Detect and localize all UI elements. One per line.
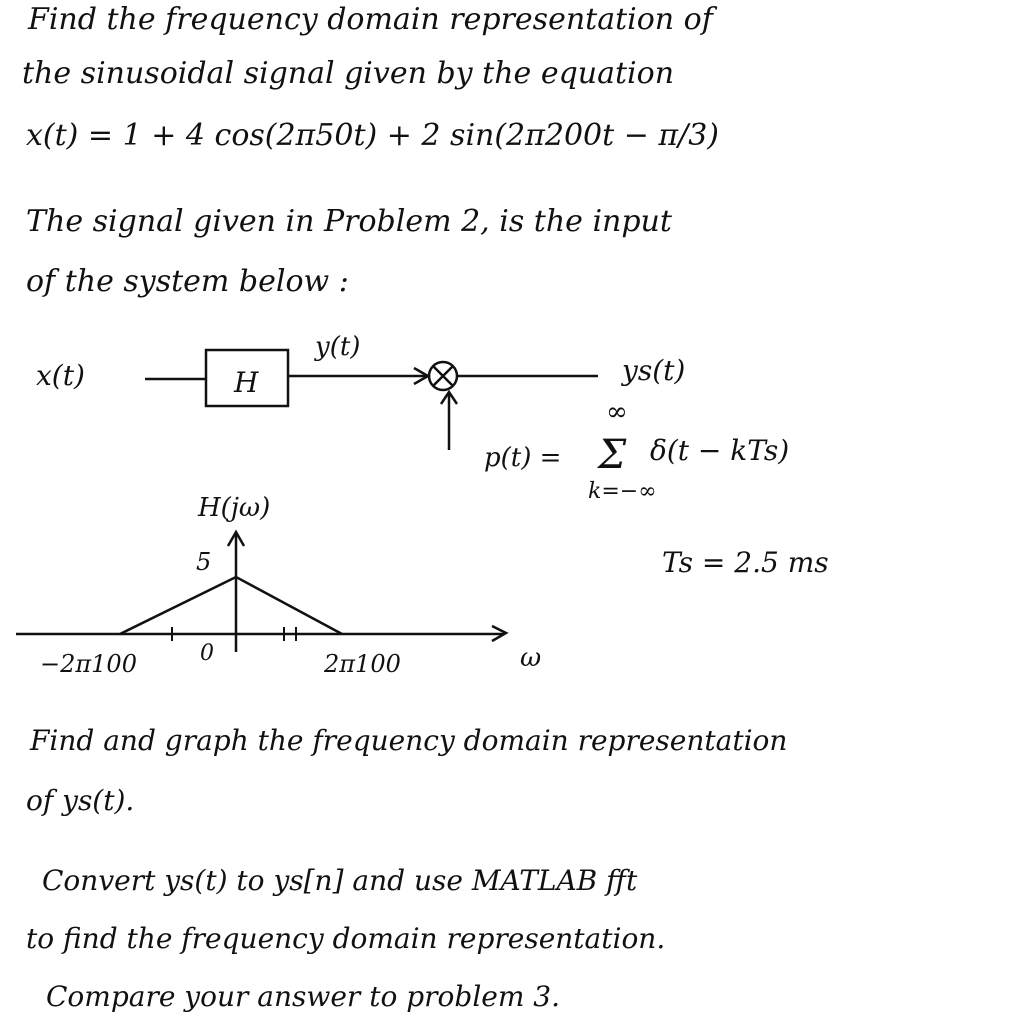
problem4-line2: to find the frequency domain representation. — [26, 922, 666, 955]
problem2-line2: of the system below : — [26, 264, 349, 299]
h-peak-label: 5 — [196, 548, 212, 576]
problem2-line1: The signal given in Problem 2, is the input — [26, 204, 672, 239]
x-pos-label: 2π100 — [324, 650, 401, 678]
x-axis-label: ω — [520, 643, 542, 673]
h-label: H(jω) — [198, 493, 271, 523]
sum-symbol: Σ — [598, 432, 627, 478]
x-neg-label: −2π100 — [40, 650, 137, 678]
problem1-equation: x(t) = 1 + 4 cos(2π50t) + 2 sin(2π200t − π/3) — [26, 118, 720, 153]
block-label: H — [234, 366, 259, 399]
system-diagram — [0, 320, 1022, 700]
output-label: ys(t) — [622, 354, 686, 387]
sum-term: δ(t − kTs) — [650, 434, 790, 467]
h-response-line — [120, 577, 342, 634]
sum-top: ∞ — [606, 397, 628, 427]
sum-bottom: k=−∞ — [588, 479, 657, 504]
sampling-lhs: p(t) = — [484, 443, 562, 473]
problem3-line1: Find and graph the frequency domain representation — [30, 724, 788, 757]
input-label: x(t) — [36, 359, 85, 392]
problem1-line1: Find the frequency domain representation of — [28, 2, 713, 37]
ts-label: Ts = 2.5 ms — [662, 546, 829, 579]
mid-label: y(t) — [315, 332, 361, 362]
problem1-line2: the sinusoidal signal given by the equation — [22, 56, 675, 91]
x-zero-label: 0 — [200, 641, 214, 666]
problem4-line1: Convert ys(t) to ys[n] and use MATLAB fft — [42, 864, 638, 897]
problem4-line3: Compare your answer to problem 3. — [46, 980, 561, 1013]
problem3-line2: of ys(t). — [26, 784, 135, 817]
